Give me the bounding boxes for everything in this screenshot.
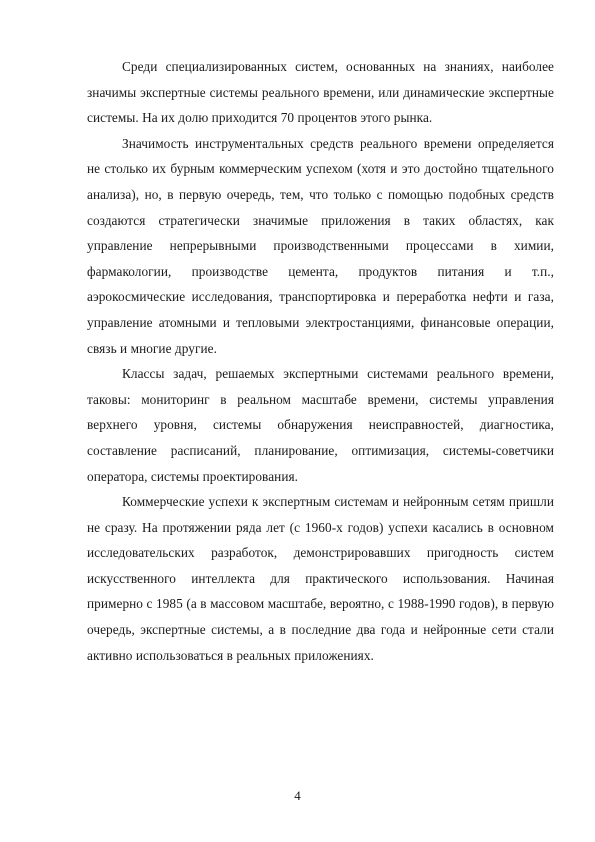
body-text (87, 54, 554, 668)
page-number: 4 (294, 788, 301, 803)
paragraph-4: Коммерческие успехи к экспертным системам и нейронным сетям пришли не сразу. На протяжении ряда лет (с 1960-х годов) успехи касались в основном исследовательских разработок, демонстрировавших пригодность систем искусственного интеллекта для практического использования. Начиная примерно с 1985 (а в массовом масштабе, вероятно, с 1988-1990 годов), в первую очередь, экспертные системы, а в последние два года и нейронные сети стали активно использоваться в реальных приложениях. (87, 494, 554, 663)
paragraph-1: Среди специализированных систем, основанных на знаниях, наиболее значимы экспертные системы реального времени, или динамические экспертные системы. На их долю приходится 70 процентов этого рынка. (87, 59, 554, 126)
paragraph-3: Классы задач, решаемых экспертными системами реального времени, таковы: мониторинг в реальном масштабе времени, системы управления верхнего уровня, системы обнаружения неисправностей, диагностика, составление расписаний, планирование, оптимизация, системы-советчики оператора, системы проектирования. (87, 366, 554, 484)
paragraph-2: Значимость инструментальных средств реального времени определяется не столько их бурным коммерческим успехом (хотя и это достойно тщательного анализа), но, в первую очередь, тем, что только с помощью подобных средств создаются стратегически значимые приложения в таких областях, как управление непрерывными производственными процессами в химии, фармакологии, производстве цемента, продуктов питания и т.п., аэрокосмические исследования, транспортировка и переработка нефти и газа, управление атомными и тепловыми электростанциями, финансовые операции, связь и многие другие. (87, 135, 554, 356)
